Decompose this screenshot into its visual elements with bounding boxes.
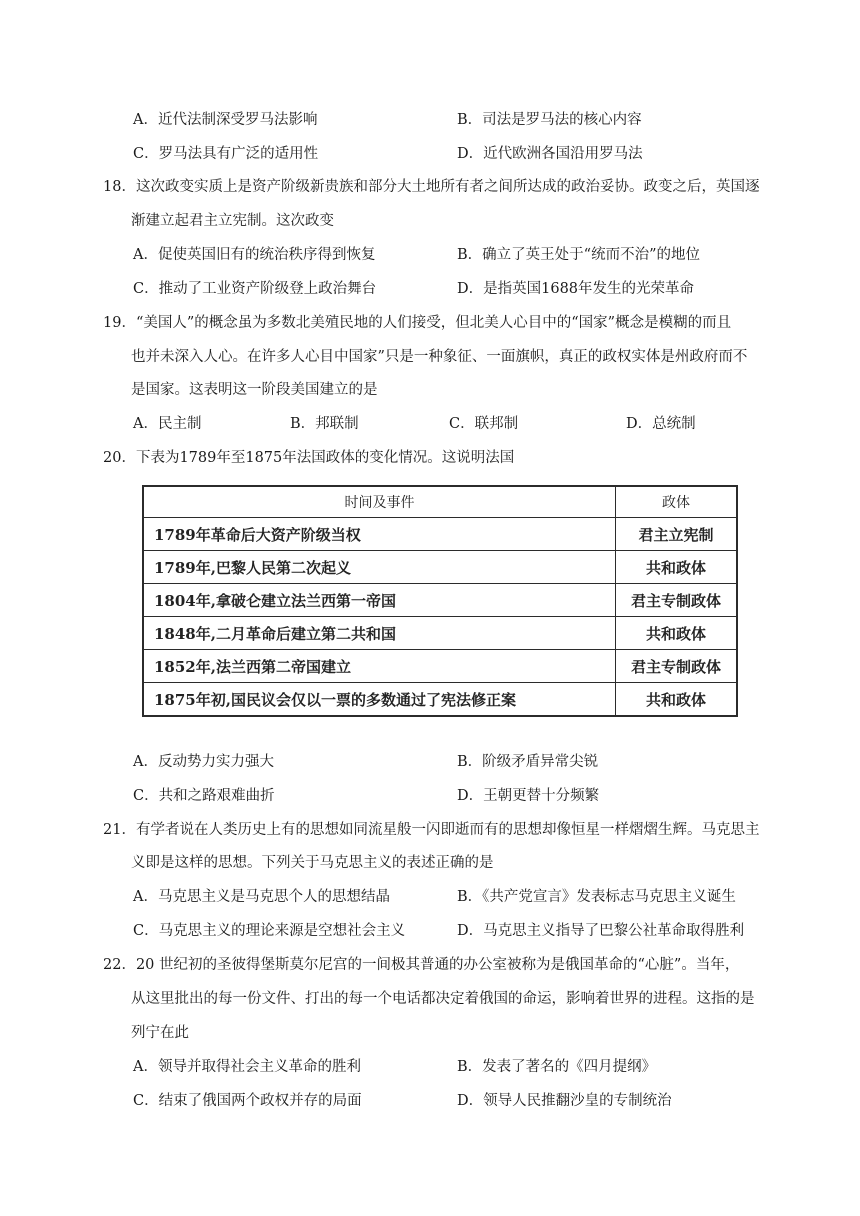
q21-option-b[interactable]: B．《共产党宣言》发表标志马克思主义诞生	[457, 889, 736, 905]
table-cell-regime: 君主专制政体	[616, 584, 738, 617]
q19-stem-line2: 也并未深入人心。在许多人心目中国家”只是一种象征、一面旗帜，真正的政权实体是州政府而不	[131, 349, 748, 365]
table-row	[143, 650, 737, 683]
q17-option-c[interactable]: C．罗马法具有广泛的适用性	[133, 146, 319, 162]
regime-table	[142, 485, 738, 717]
q22-option-c[interactable]: C．结束了俄国两个政权并存的局面	[133, 1093, 362, 1109]
q17-option-a[interactable]: A．近代法制深受罗马法影响	[133, 112, 318, 128]
q21-stem-line1: 21．有学者说在人类历史上有的思想如同流星般一闪即逝而有的思想却像恒星一样熠熠生辉。马克思主	[103, 822, 760, 838]
table-row	[143, 551, 737, 584]
q17-option-b[interactable]: B．司法是罗马法的核心内容	[457, 112, 642, 128]
q20-option-d[interactable]: D．王朝更替十分频繁	[457, 788, 600, 804]
q20-option-b[interactable]: B．阶级矛盾异常尖锐	[457, 754, 599, 770]
q20-option-c[interactable]: C．共和之路艰难曲折	[133, 788, 275, 804]
table-cell-event: 1875年初,国民议会仅以一票的多数通过了宪法修正案	[143, 683, 616, 717]
q22-stem-line1: 22．20 世纪初的圣彼得堡斯莫尔尼宫的一间极其普通的办公室被称为是俄国革命的“心脏”。当年，	[103, 957, 740, 973]
q19-option-c[interactable]: C．联邦制	[449, 416, 519, 432]
q19-stem-line1: 19．“美国人”的概念虽为多数北美殖民地的人们接受，但北美人心目中的“国家”概念是模糊的而且	[103, 315, 732, 331]
q18-stem-line1: 18．这次政变实质上是资产阶级新贵族和部分大土地所有者之间所达成的政治妥协。政变之后，英国逐	[103, 179, 760, 195]
table-header-event: 时间及事件	[143, 486, 616, 518]
q22-option-b[interactable]: B．发表了著名的《四月提纲》	[457, 1059, 657, 1075]
table-cell-event: 1789年革命后大资产阶级当权	[143, 518, 616, 551]
table-row	[143, 584, 737, 617]
q18-option-c[interactable]: C．推动了工业资产阶级登上政治舞台	[133, 281, 377, 297]
q19-option-d[interactable]: D．总统制	[626, 416, 696, 432]
table-cell-regime: 君主立宪制	[616, 518, 738, 551]
table-cell-event: 1848年,二月革命后建立第二共和国	[143, 617, 616, 650]
q22-option-d[interactable]: D．领导人民推翻沙皇的专制统治	[457, 1093, 672, 1109]
q18-option-a[interactable]: A．促使英国旧有的统治秩序得到恢复	[133, 247, 376, 263]
table-cell-regime: 共和政体	[616, 551, 738, 584]
q19-option-b[interactable]: B．邦联制	[290, 416, 359, 432]
table-header-row	[143, 486, 737, 518]
table-cell-regime: 君主专制政体	[616, 650, 738, 683]
q21-option-a[interactable]: A．马克思主义是马克思个人的思想结晶	[133, 889, 390, 905]
q18-option-b[interactable]: B．确立了英王处于“统而不治”的地位	[457, 247, 700, 263]
q20-stem-line1: 20．下表为1789年至1875年法国政体的变化情况。这说明法国	[103, 450, 515, 466]
q20-option-a[interactable]: A．反动势力实力强大	[133, 754, 274, 770]
q21-option-c[interactable]: C．马克思主义的理论来源是空想社会主义	[133, 923, 406, 939]
q18-stem-line2: 渐建立起君主立宪制。这次政变	[131, 213, 334, 229]
q18-option-d[interactable]: D．是指英国1688年发生的光荣革命	[457, 281, 695, 297]
table-cell-event: 1852年,法兰西第二帝国建立	[143, 650, 616, 683]
table-row	[143, 683, 737, 717]
table-cell-event: 1789年,巴黎人民第二次起义	[143, 551, 616, 584]
table-cell-regime: 共和政体	[616, 617, 738, 650]
q19-stem-line3: 是国家。这表明这一阶段美国建立的是	[131, 382, 378, 398]
table-header-regime: 政体	[616, 486, 738, 518]
q22-stem-line2: 从这里批出的每一份文件、打出的每一个电话都决定着俄国的命运，影响着世界的进程。这指的是	[131, 991, 755, 1007]
q17-option-d[interactable]: D．近代欧洲各国沿用罗马法	[457, 146, 643, 162]
q22-option-a[interactable]: A．领导并取得社会主义革命的胜利	[133, 1059, 361, 1075]
q22-stem-line3: 列宁在此	[131, 1025, 189, 1041]
q21-option-d[interactable]: D．马克思主义指导了巴黎公社革命取得胜利	[457, 923, 745, 939]
q21-stem-line2: 义即是这样的思想。下列关于马克思主义的表述正确的是	[131, 855, 494, 871]
table-cell-event: 1804年,拿破仑建立法兰西第一帝国	[143, 584, 616, 617]
table-row	[143, 518, 737, 551]
table-row	[143, 617, 737, 650]
q19-option-a[interactable]: A．民主制	[133, 416, 202, 432]
table-cell-regime: 共和政体	[616, 683, 738, 717]
